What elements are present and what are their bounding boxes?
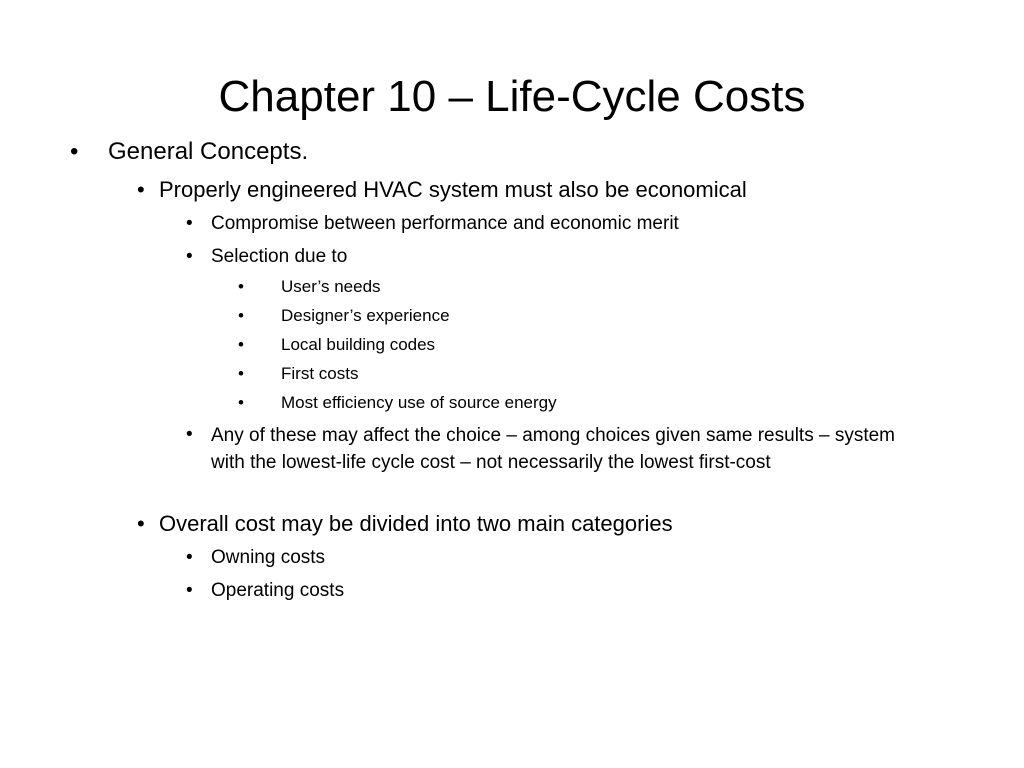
bullet-text: Compromise between performance and economic merit: [211, 213, 679, 234]
bullet-glyph: •: [186, 246, 193, 267]
bullet-text: Most efficiency use of source energy: [281, 393, 557, 412]
bullet-text: Any of these may affect the choice – among choices given same results – system with the lowest-life cycle cost – not necessarily the lowest first-cost: [211, 425, 895, 473]
bullet-text: First costs: [281, 364, 359, 383]
bullet-glyph: •: [186, 213, 193, 234]
bullet-glyph: •: [186, 424, 193, 445]
slide-title: Chapter 10 – Life-Cycle Costs: [218, 72, 806, 121]
bullet-text: Overall cost may be divided into two main categories: [159, 511, 673, 536]
bullet-glyph: •: [238, 393, 244, 412]
bullet-glyph: •: [238, 306, 244, 325]
bullet-glyph: •: [238, 335, 244, 354]
bullet-glyph: •: [186, 547, 193, 568]
bullet-text: Operating costs: [211, 580, 345, 601]
bullet-text: Designer’s experience: [281, 306, 450, 325]
bullet-glyph: •: [186, 580, 193, 601]
bullet-text: Properly engineered HVAC system must also be economical: [159, 177, 747, 202]
bullet-text: Selection due to: [211, 246, 348, 267]
bullet-text: General Concepts.: [108, 138, 309, 165]
bullet-text: Owning costs: [211, 547, 326, 568]
bullet-glyph: •: [137, 511, 145, 536]
bullet-text: User’s needs: [281, 277, 381, 296]
bullet-glyph: •: [137, 177, 145, 202]
bullet-text: Local building codes: [281, 335, 436, 354]
bullet-glyph: •: [238, 277, 244, 296]
bullet-glyph: •: [238, 364, 244, 383]
bullet-glyph: •: [70, 138, 79, 165]
